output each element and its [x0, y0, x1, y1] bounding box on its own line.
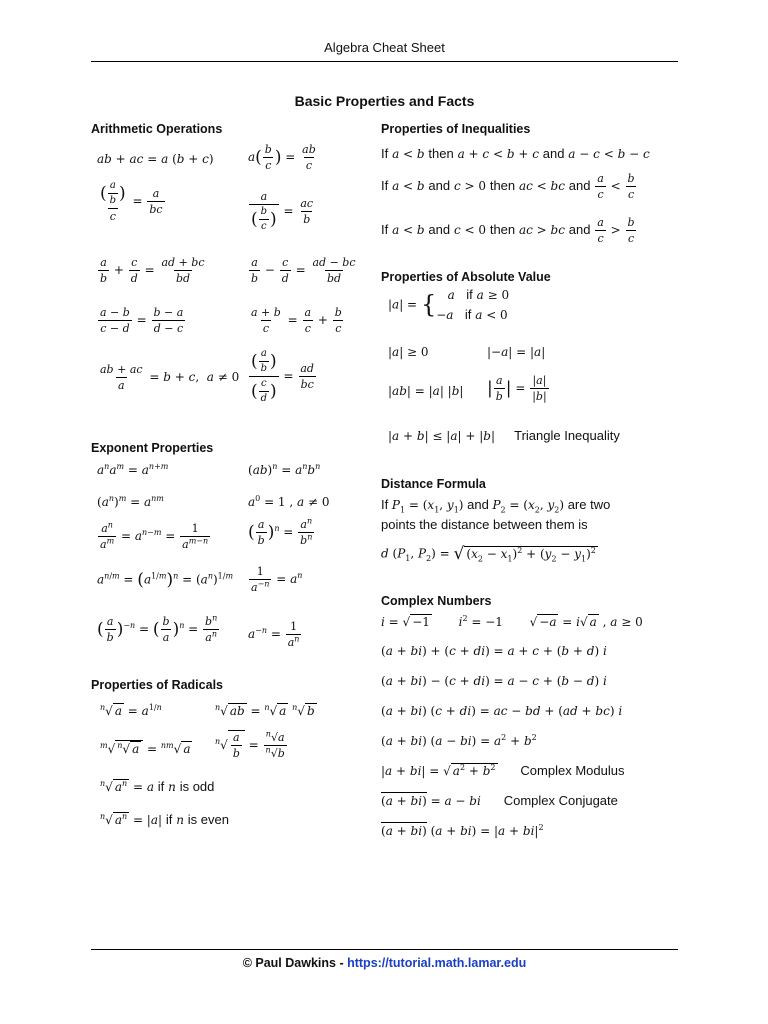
formula-abs-nonnegative: |a| ≥ 0 — [388, 345, 429, 359]
label-if: If — [381, 146, 389, 161]
formula-sign-swap: $\frac{a - b}{c - d}$ = $\frac{b - a}{d - c}$ — [100, 306, 184, 336]
section-properties-of-inequalities: Properties of Inequalities — [381, 122, 531, 136]
footer-copyright: © Paul Dawkins - — [242, 956, 344, 970]
formula-complex-multiply: (a + bi) (c + di) = ac − bd + (ad + bc) i — [381, 704, 623, 718]
section-distance-formula: Distance Formula — [381, 477, 486, 491]
label-if: if — [466, 287, 473, 302]
label-is-even: is even — [187, 812, 229, 827]
label-complex-modulus: Complex Modulus — [520, 763, 625, 778]
formula-complex-conjugate-product: (a + bi) $(a - bi) = a^2 + b^2$ — [381, 733, 537, 748]
formula-ineq-positive-c: If a < b and c > 0 then ac < bc and $\frac{a}{c}$ < $\frac{b}{c}$ — [381, 172, 635, 202]
label-and: and — [542, 146, 565, 161]
formula-cancel-a: $\frac{ab + ac}{a}$ = b + c, a ≠ 0 — [100, 363, 240, 393]
dist-text-points: points the distance between them is — [381, 517, 588, 532]
label-is-odd: is odd — [179, 779, 215, 794]
formula-split-numerator: $\frac{a + b}{c}$ = $\frac{a}{c}$ + $\frac{b}{c}$ — [251, 306, 342, 336]
formula-exp-negative: $a^{-n}$ = $\frac{1}{a^n}$ — [248, 620, 300, 650]
formula-distance: d ($P_1$, $P_2$) = √ $(x_2 - x_1)^2 + (y_2 - y_1)^2$ — [381, 544, 596, 564]
formula-abs-negation: |−a| = |a| — [487, 345, 546, 359]
label-and: and — [428, 222, 451, 238]
formula-triangle-inequality: |a + b| ≤ |a| + |b| Triangle Inequality — [388, 428, 620, 443]
header-rule — [91, 61, 678, 62]
formula-complex-i: i = √ −1 $i^2 = -1$ √ −a = i√ a , a ≥ 0 — [381, 614, 643, 629]
formula-fraction-subtraction: $\frac{a}{b}$ − $\frac{c}{d}$ = $\frac{ad - bc}{bd}$ — [251, 256, 356, 286]
label-then: then — [489, 222, 516, 238]
formula-radical-quotient: $^n$√ $\frac{a}{b}$ = $\frac{^n√a}{^n√b}$ — [215, 729, 285, 761]
label-if: if — [157, 779, 165, 794]
formula-complex-conjugate-modulus: (a + bi) $(a + bi) = |a + bi|^2$ — [381, 823, 544, 838]
formula-exp-product: $a^na^m = a^{n+m}$ — [97, 462, 169, 477]
section-arithmetic-operations: Arithmetic Operations — [91, 122, 223, 136]
formula-distributive: ab + ac = a (b + c) — [97, 152, 214, 166]
formula-exp-product-power: $(ab)^n = a^nb^n$ — [248, 462, 321, 477]
dist-text-and: and — [467, 497, 489, 512]
header-title: Algebra Cheat Sheet — [324, 40, 445, 55]
formula-complex-add: (a + bi) + (c + di) = a + c + (b + d) i — [381, 644, 607, 658]
page-title: Basic Properties and Facts — [294, 93, 475, 109]
label-if: If — [381, 222, 389, 238]
formula-radical-product: $^n$√ ab = $^n$√ a $^n$√ b — [215, 703, 315, 718]
label-then: then — [489, 178, 516, 194]
formula-abs-product: |ab| = |a| |b| — [388, 384, 464, 398]
formula-exp-fractional: $a^{n/m} = (a^{1/m})^n = (a^n)^{1/m}$ — [97, 570, 234, 590]
section-exponent-properties: Exponent Properties — [91, 441, 214, 455]
formula-abs-quotient: | $\frac{a}{b}$ | = $\frac{|a|}{|b|}$ — [487, 374, 547, 404]
formula-radical-even: $^n$√ $a^n = |a|$ if n is even — [100, 812, 229, 827]
label-if: If — [381, 178, 389, 194]
formula-radical-odd: $^n$√ $a^n = a$ if n is odd — [100, 779, 215, 794]
section-complex-numbers: Complex Numbers — [381, 594, 492, 608]
formula-abs-definition: |a| = { a if a ≥ 0 −a if a < 0 — [388, 287, 510, 322]
formula-radical-nested: $^m$√ $^n$√ a = $^{nm}$√ a — [100, 741, 191, 756]
label-triangle-inequality: Triangle Inequality — [514, 428, 620, 443]
section-properties-of-absolute-value: Properties of Absolute Value — [381, 270, 551, 284]
formula-exp-quotient: $\frac{a^n}{a^m}$ = $a^{n-m}$ = $\frac{1}{a^{m-n}}$ — [100, 520, 209, 552]
dist-text-if: If — [381, 497, 389, 512]
formula-exp-power-of-power: $(a^n)^m = a^{nm}$ — [97, 494, 164, 509]
formula-complex-subtract: (a + bi) − (c + di) = a − c + (b − d) i — [381, 674, 607, 688]
formula-a-over-fraction: a ( $\frac{b}{c}$ ) = $\frac{ac}{b}$ — [251, 190, 314, 233]
formula-complex-conjugate: (a + bi) = a − bi Complex Conjugate — [381, 793, 618, 808]
formula-complex-modulus: |a + bi| = √ $a^2 + b^2$ Complex Modulus — [381, 763, 625, 778]
formula-fraction-addition: $\frac{a}{b}$ + $\frac{c}{d}$ = $\frac{ad + bc}{bd}$ — [100, 256, 205, 286]
label-if: if — [165, 812, 173, 827]
footer — [91, 956, 678, 970]
label-if: if — [464, 307, 472, 322]
formula-exp-negative-fraction: ( $\frac{a}{b}$ )$^{-n}$ = ( $\frac{b}{a}$ )$^n$ = $\frac{b^n}{a^n}$ — [97, 613, 218, 645]
formula-fraction-division: ( $\frac{a}{b}$ ) ( $\frac{c}{d}$ ) = $\frac{ad}{bc}$ — [251, 348, 314, 404]
label-and: and — [568, 222, 591, 238]
formula-exp-negative-reciprocal: $\frac{1}{a^{-n}}$ = $a^n$ — [251, 565, 303, 595]
formula-exp-fraction-power: ( $\frac{a}{b}$ )$^n$ = $\frac{a^n}{b^n}$ — [248, 516, 313, 548]
label-and: and — [428, 178, 451, 194]
label-and: and — [568, 178, 591, 194]
dist-text-are-two: are two — [567, 497, 611, 512]
section-properties-of-radicals: Properties of Radicals — [91, 678, 223, 692]
formula-ineq-add: If a < b then a + c < b + c and a − c < b − c — [381, 146, 650, 161]
label-then: then — [428, 146, 454, 161]
formula-radical-exponent: $^n$√ $a = a^{1/n}$ — [100, 703, 162, 718]
formula-exp-zero: $a^0 = 1$ , a ≠ 0 — [248, 494, 330, 509]
label-complex-conjugate: Complex Conjugate — [503, 793, 618, 808]
formula-fraction-over-c: ( $\frac{a}{b}$ ) c = $\frac{a}{bc}$ — [100, 180, 163, 223]
footer-rule — [91, 949, 678, 950]
footer-link[interactable]: https://tutorial.math.lamar.edu — [347, 956, 527, 970]
formula-a-times-fraction: a( $\frac{b}{c}$ ) = $\frac{ab}{c}$ — [248, 143, 316, 173]
formula-ineq-negative-c: If a < b and c < 0 then ac > bc and $\frac{a}{c}$ > $\frac{b}{c}$ — [381, 216, 635, 246]
distance-description: If $P_1 = (x_1$, $y_1$) and $P_2 = (x_2$, $y_2$) are two points the distance between them is — [381, 497, 611, 532]
